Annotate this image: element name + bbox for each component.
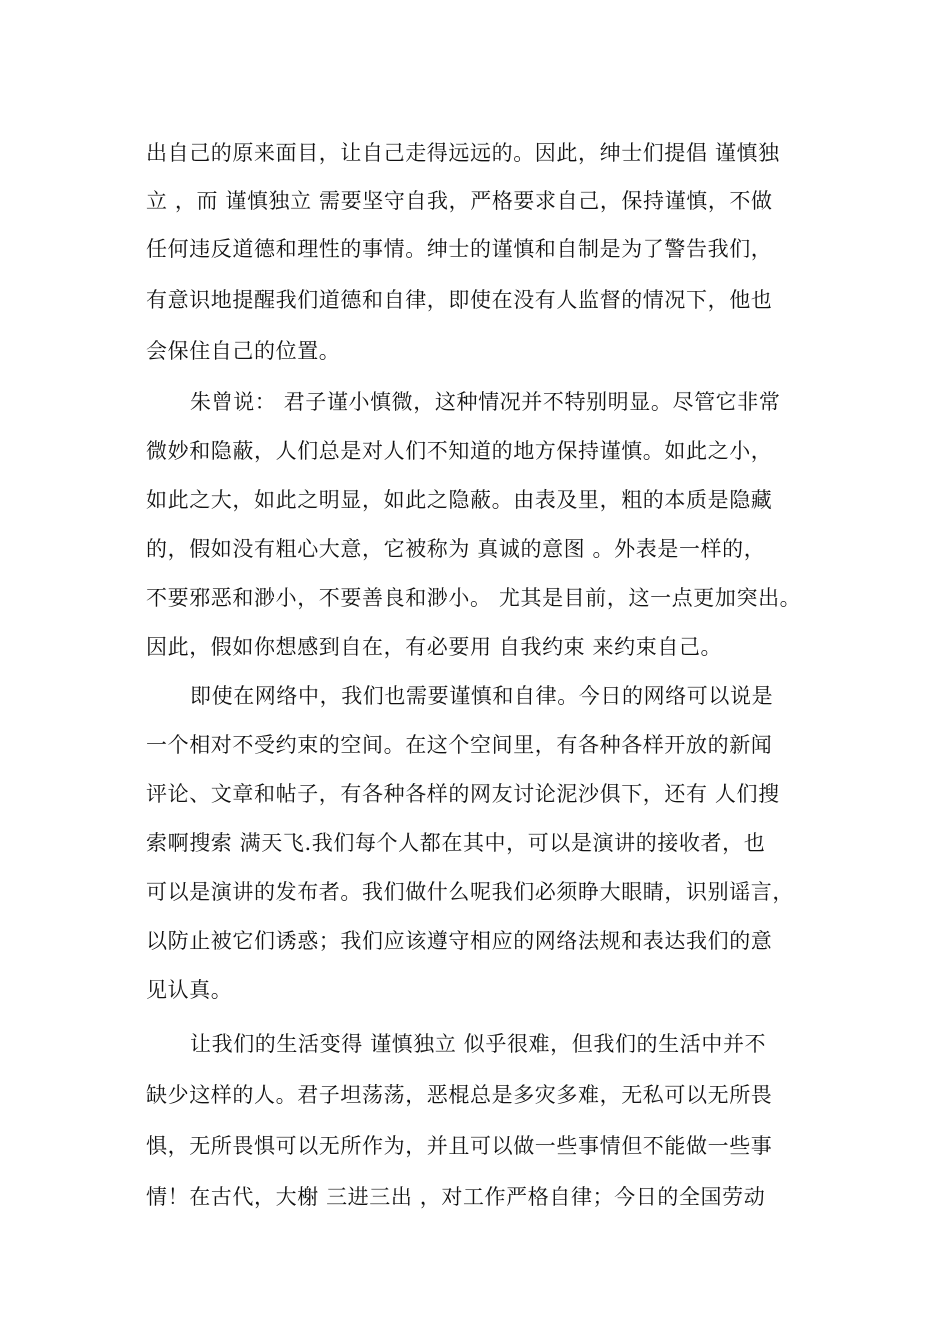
text-line: 以防止被它们诱惑；我们应该遵守相应的网络法规和表达我们的意 <box>146 929 773 953</box>
text-line: 让我们的生活变得 谨慎独立 似乎很难，但我们的生活中并不 <box>190 1032 767 1056</box>
text-line: 一个相对不受约束的空间。在这个空间里，有各种各样开放的新闻 <box>146 733 773 757</box>
text-line: 索啊搜索 满天飞.我们每个人都在其中，可以是演讲的接收者，也 <box>146 831 766 855</box>
text-line: 的，假如没有粗心大意，它被称为 真诚的意图 。外表是一样的， <box>146 537 766 561</box>
text-line: 可以是演讲的发布者。我们做什么呢我们必须睁大眼睛，识别谣言， <box>146 880 794 904</box>
text-line: 有意识地提醒我们道德和自律，即使在没有人监督的情况下，他也 <box>146 288 773 312</box>
text-line: 出自己的原来面目，让自己走得远远的。因此，绅士们提倡 谨慎独 <box>146 141 780 165</box>
text-line: 惧，无所畏惧可以无所作为，并且可以做一些事情但不能做一些事 <box>146 1134 773 1158</box>
text-line: 朱曾说： 君子谨小慎微，这种情况并不特别明显。尽管它非常 <box>190 390 781 414</box>
text-line: 见认真。 <box>146 978 233 1002</box>
text-line: 微妙和隐蔽，人们总是对人们不知道的地方保持谨慎。如此之小， <box>146 439 773 463</box>
text-line: 即使在网络中，我们也需要谨慎和自律。今日的网络可以说是 <box>190 684 774 708</box>
text-line: 情！在古代，大榭 三进三出 ，对工作严格自律；今日的全国劳动 <box>146 1185 766 1209</box>
text-line: 因此，假如你想感到自在，有必要用 自我约束 来约束自己。 <box>146 635 723 659</box>
text-line: 任何违反道德和理性的事情。绅士的谨慎和自制是为了警告我们， <box>146 237 773 261</box>
text-line: 如此之大，如此之明显，如此之隐蔽。由表及里，粗的本质是隐藏 <box>146 488 773 512</box>
text-line: 会保住自己的位置。 <box>146 339 341 363</box>
text-line: 立 ，而 谨慎独立 需要坚守自我，严格要求自己，保持谨慎，不做 <box>146 189 773 213</box>
text-line: 评论、文章和帖子，有各种各样的网友讨论泥沙俱下，还有 人们搜 <box>146 782 780 806</box>
text-line: 缺少这样的人。君子坦荡荡，恶棍总是多灾多难，无私可以无所畏 <box>146 1083 773 1107</box>
text-line: 不要邪恶和渺小，不要善良和渺小。 尤其是目前，这一点更加突出。 <box>146 586 802 610</box>
